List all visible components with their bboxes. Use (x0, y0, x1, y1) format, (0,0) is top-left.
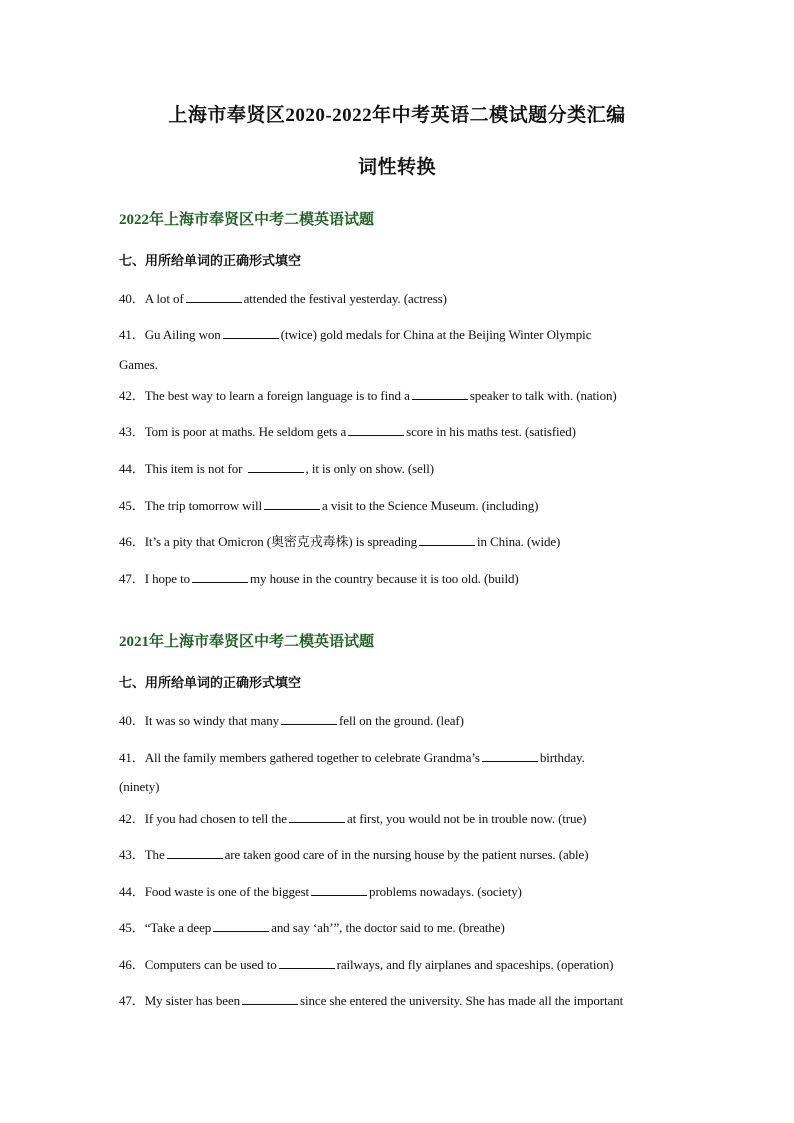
answer-blank[interactable] (482, 750, 538, 762)
answer-blank[interactable] (242, 993, 298, 1005)
question-item: 46．Computers can be used to railways, and fly airplanes and spaceships. (operation) (119, 957, 614, 972)
section-heading-2022: 2022年上海市奉贤区中考二模英语试题 (119, 212, 375, 228)
answer-blank[interactable] (412, 388, 468, 400)
answer-blank[interactable] (167, 847, 223, 859)
question-item: 44．This item is not for , it is only on show. (sell) (119, 461, 435, 476)
answer-blank[interactable] (419, 534, 475, 546)
document-subtitle: 词性转换 (357, 157, 436, 178)
question-item: 41．Gu Ailing won (twice) gold medals for China at the Beijing Winter Olympic (119, 327, 592, 342)
question-item: 40．A lot of attended the festival yesterday. (actress) (119, 291, 447, 306)
section-heading-2021: 2021年上海市奉贤区中考二模英语试题 (119, 634, 375, 650)
question-continuation: (ninety) (119, 779, 160, 794)
answer-blank[interactable] (223, 327, 279, 339)
question-item: 42．The best way to learn a foreign language is to find a speaker to talk with. (nation) (119, 388, 617, 403)
answer-blank[interactable] (289, 811, 345, 823)
question-item: 46．It’s a pity that Omicron (奥密克戎毒株) is spreading in China. (wide) (119, 534, 561, 549)
question-item: 42．If you had chosen to tell the at first, you would not be in trouble now. (true) (119, 811, 587, 826)
answer-blank[interactable] (281, 713, 337, 725)
question-item: 44．Food waste is one of the biggest problems nowadays. (society) (119, 884, 522, 899)
document-title: 上海市奉贤区2020-2022年中考英语二模试题分类汇编 (168, 105, 626, 126)
question-item: 45．“Take a deep and say ‘ah’”, the doctor said to me. (breathe) (119, 920, 505, 935)
answer-blank[interactable] (279, 957, 335, 969)
question-item: 47．I hope to my house in the country because it is too old. (build) (119, 571, 519, 586)
question-item: 47．My sister has been since she entered the university. She has made all the important (119, 993, 624, 1008)
answer-blank[interactable] (348, 424, 404, 436)
answer-blank[interactable] (213, 920, 269, 932)
answer-blank[interactable] (186, 291, 242, 303)
answer-blank[interactable] (311, 884, 367, 896)
question-item: 43．Tom is poor at maths. He seldom gets a score in his maths test. (satisfied) (119, 424, 576, 439)
question-item: 43．The are taken good care of in the nursing house by the patient nurses. (able) (119, 847, 589, 862)
section-instruction: 七、用所给单词的正确形式填空 (119, 675, 302, 690)
question-continuation: Games. (119, 357, 158, 372)
answer-blank[interactable] (248, 461, 304, 473)
question-item: 45．The trip tomorrow will a visit to the Science Museum. (including) (119, 498, 539, 513)
section-instruction: 七、用所给单词的正确形式填空 (119, 253, 302, 268)
answer-blank[interactable] (192, 571, 248, 583)
question-item: 40．It was so windy that many fell on the ground. (leaf) (119, 713, 464, 728)
answer-blank[interactable] (264, 498, 320, 510)
question-item: 41．All the family members gathered together to celebrate Grandma’s birthday. (119, 750, 585, 765)
